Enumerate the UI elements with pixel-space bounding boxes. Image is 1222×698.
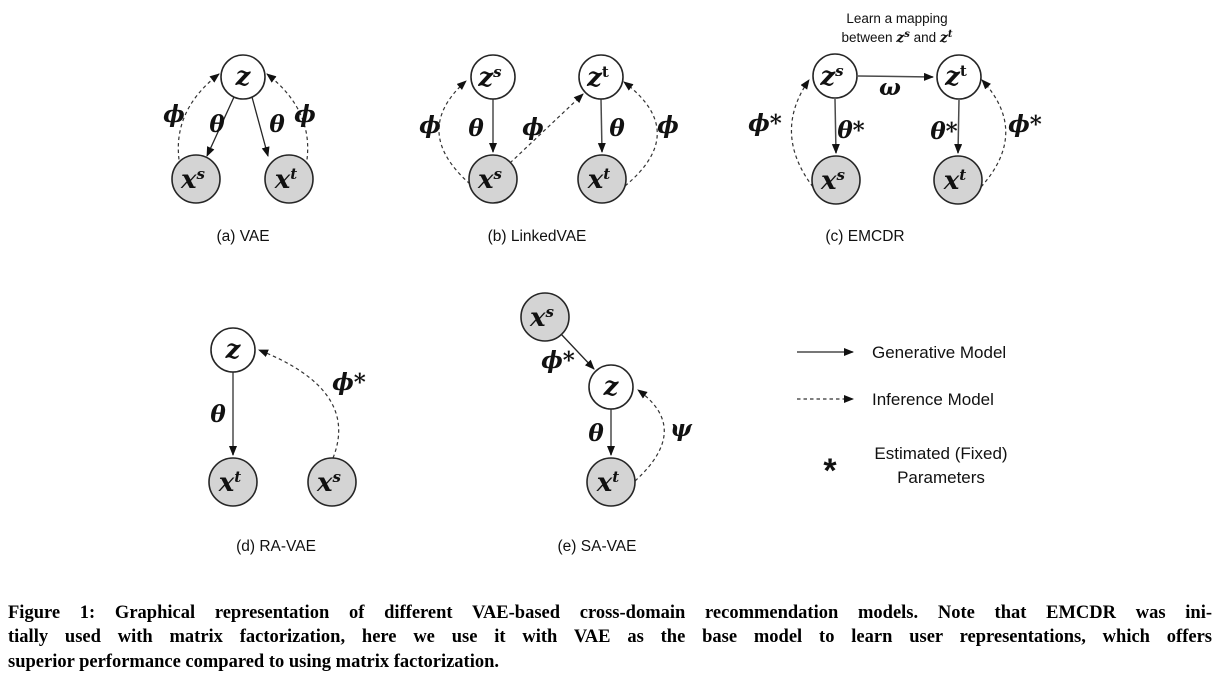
subcaption-a: (a) VAE (216, 228, 270, 245)
label-phi: ϕ (522, 114, 544, 141)
node-z-t-label: $z^t$ (587, 63, 609, 93)
node-z-label: z (603, 372, 619, 402)
node-z-label: z (225, 335, 241, 365)
generative-edge-z-to-xt (252, 97, 268, 156)
subcaption-e: (e) SA-VAE (557, 538, 637, 555)
label-theta: θ (269, 111, 285, 138)
label-theta: θ (609, 115, 625, 142)
diagram-d-ra-vae (209, 328, 366, 555)
label-psi: ψ (670, 415, 692, 442)
node-z-label: z (235, 62, 251, 92)
inference-edge-xt-to-zt (624, 82, 657, 186)
inference-edge-xs-to-zt (510, 94, 583, 163)
subcaption-b: (b) LinkedVAE (487, 228, 587, 245)
label-phi: ϕ (294, 101, 316, 128)
label-theta-star: θ* (930, 118, 958, 145)
figure-caption (8, 601, 1212, 674)
diagram-c-emcdr (748, 11, 1042, 245)
generative-edge-zt-to-xt (958, 100, 959, 153)
subcaption-d: (d) RA-VAE (236, 538, 316, 555)
inference-edge-xs-to-zs (439, 81, 470, 184)
node-x-t-label: $x^t$ (587, 165, 611, 195)
inference-edge-xs-to-z (259, 350, 339, 458)
legend-star-label-line2: Parameters (897, 468, 985, 487)
label-phi: ϕ (657, 112, 679, 139)
mapping-note-line1: Learn a mapping (846, 11, 948, 26)
inference-edge-xt-to-z (635, 390, 664, 481)
node-x-t-label: $x^t$ (274, 165, 298, 195)
mapping-note-line2: between z$^s$ and z$^t$ (841, 29, 953, 46)
node-x-t-label: $x^t$ (943, 166, 967, 196)
subcaption-c: (c) EMCDR (825, 228, 905, 245)
figure-caption-line: superior performance compared to using matrix factorization. (8, 651, 500, 672)
inference-edge-xt-to-zt (981, 80, 1006, 187)
figure-caption-line: tially used with matrix factorization, here we use it with VAE as the base model to learn user representations, which offers (8, 627, 1212, 648)
label-phi-star: ϕ* (541, 347, 575, 374)
label-omega: ω (879, 74, 901, 101)
legend-star-label-line1: Estimated (Fixed) (874, 444, 1008, 463)
legend (797, 343, 1008, 490)
diagram-e-sa-vae (521, 293, 693, 555)
generative-edge-zt-to-xt (601, 99, 602, 152)
label-phi: ϕ (163, 101, 185, 128)
node-x-s-label: $x^s$ (530, 303, 554, 333)
inference-edge-xs-to-zs (791, 80, 813, 187)
label-phi-star: ϕ* (1008, 111, 1042, 138)
node-x-s-label: $x^s$ (478, 165, 502, 195)
node-z-s-label: $z^s$ (478, 63, 502, 93)
diagram-a-vae (163, 55, 316, 245)
diagram-b-linkedvae (419, 55, 679, 245)
legend-star-symbol: * (823, 452, 837, 490)
label-theta: θ (468, 115, 484, 142)
label-phi-star: ϕ* (748, 110, 782, 137)
label-theta: θ (588, 420, 604, 447)
legend-generative-label: Generative Model (872, 343, 1007, 362)
label-phi-star: ϕ* (332, 369, 366, 396)
node-x-s-label: $x^s$ (317, 468, 341, 498)
label-theta-star: θ* (837, 117, 865, 144)
legend-inference-label: Inference Model (872, 390, 994, 409)
label-phi: ϕ (419, 112, 441, 139)
generative-edge-zs-to-xs (835, 99, 836, 153)
node-x-t-label: $x^t$ (596, 468, 620, 498)
node-x-t-label: $x^t$ (218, 468, 242, 498)
node-z-s-label: $z^s$ (820, 62, 844, 92)
label-theta: θ (210, 401, 226, 428)
figure-caption-line: Figure 1: Graphical representation of different VAE-based cross-domain recommendation models. Note that EMCDR was ini- (8, 603, 1212, 623)
node-x-s-label: $x^s$ (821, 166, 845, 196)
node-x-s-label: $x^s$ (181, 165, 205, 195)
label-theta: θ (209, 111, 225, 138)
node-z-t-label: $z^t$ (945, 62, 967, 92)
